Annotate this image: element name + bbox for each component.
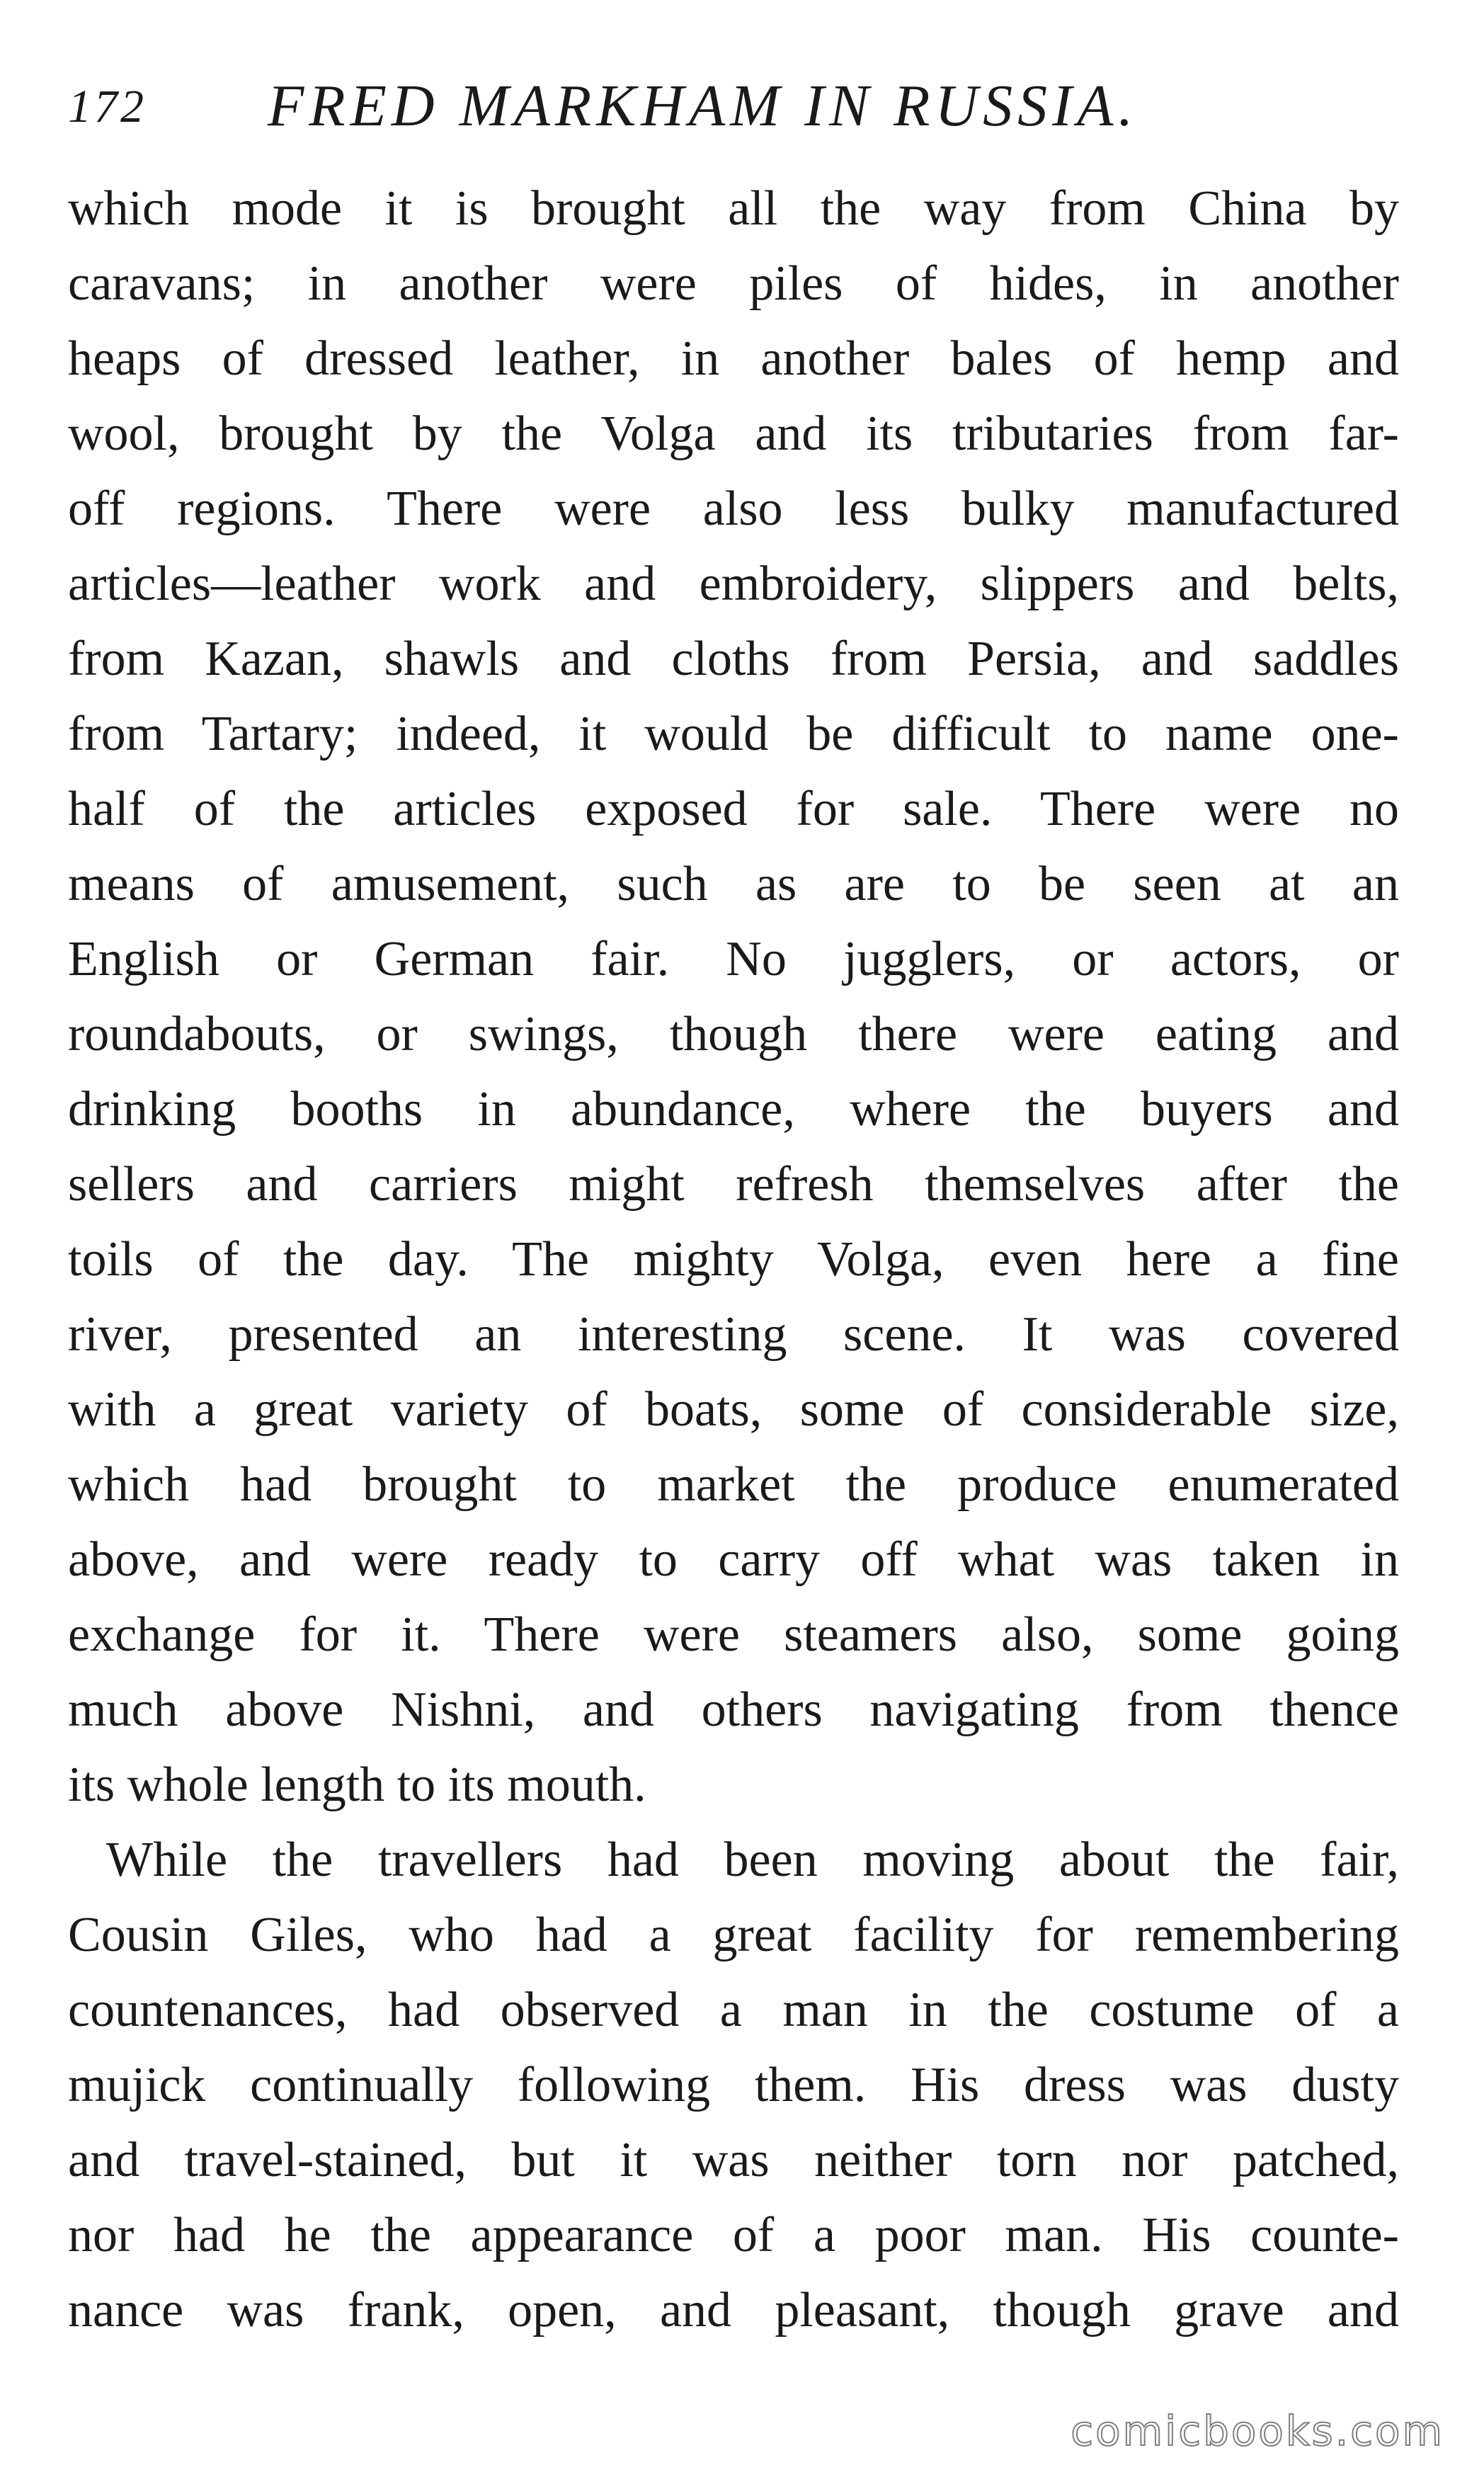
text-line: articles—leather work and embroidery, slippers and belts, bbox=[68, 557, 1399, 611]
text-line: nance was frank, open, and pleasant, though grave and bbox=[68, 2283, 1399, 2338]
text-line: from Tartary; indeed, it would be difficult to name one- bbox=[68, 707, 1399, 761]
text-line: English or German fair. No jugglers, or actors, or bbox=[68, 932, 1399, 986]
text-line: river, presented an interesting scene. It was covered bbox=[68, 1307, 1399, 1362]
page-header bbox=[68, 65, 1399, 143]
body-text bbox=[68, 171, 1399, 2348]
text-line: its whole length to its mouth. bbox=[68, 1758, 646, 1812]
watermark-logo: comicbooks.com bbox=[1071, 2407, 1444, 2455]
text-line: mujick continually following them. His dress was dusty bbox=[68, 2058, 1399, 2112]
paragraph bbox=[68, 171, 1399, 1823]
text-line: and travel-stained, but it was neither torn nor patched, bbox=[68, 2133, 1399, 2187]
text-line: heaps of dressed leather, in another bales of hemp and bbox=[68, 331, 1399, 386]
text-line: Cousin Giles, who had a great facility for remembering bbox=[68, 1908, 1399, 1962]
text-line: roundabouts, or swings, though there were eating and bbox=[68, 1007, 1399, 1061]
text-line: toils of the day. The mighty Volga, even here a fine bbox=[68, 1232, 1399, 1287]
text-line: from Kazan, shawls and cloths from Persia, and saddles bbox=[68, 632, 1399, 686]
text-line: wool, brought by the Volga and its tributaries from far- bbox=[68, 406, 1399, 461]
text-line: exchange for it. There were steamers also, some going bbox=[68, 1607, 1399, 1662]
text-line: sellers and carriers might refresh themselves after the bbox=[68, 1157, 1399, 1212]
text-line: off regions. There were also less bulky manufactured bbox=[68, 482, 1399, 536]
text-line: half of the articles exposed for sale. There were no bbox=[68, 782, 1399, 836]
text-line: means of amusement, such as are to be seen at an bbox=[68, 857, 1399, 911]
text-line: above, and were ready to carry off what was taken in bbox=[68, 1532, 1399, 1587]
running-title: FRED MARKHAM IN RUSSIA. bbox=[268, 73, 1138, 139]
text-line: which mode it is brought all the way from China by bbox=[68, 181, 1399, 236]
text-line: much above Nishni, and others navigating from thence bbox=[68, 1682, 1399, 1737]
text-line: nor had he the appearance of a poor man. His counte- bbox=[68, 2208, 1399, 2262]
text-line: While the travellers had been moving about the fair, bbox=[106, 1833, 1399, 1887]
paragraph bbox=[68, 1823, 1399, 2348]
text-line: with a great variety of boats, some of considerable size, bbox=[68, 1382, 1399, 1437]
text-line: drinking booths in abundance, where the buyers and bbox=[68, 1082, 1399, 1137]
text-line: countenances, had observed a man in the costume of a bbox=[68, 1983, 1399, 2037]
text-line: caravans; in another were piles of hides, in another bbox=[68, 256, 1399, 311]
page-number: 172 bbox=[68, 81, 147, 132]
text-line: which had brought to market the produce enumerated bbox=[68, 1457, 1399, 1512]
